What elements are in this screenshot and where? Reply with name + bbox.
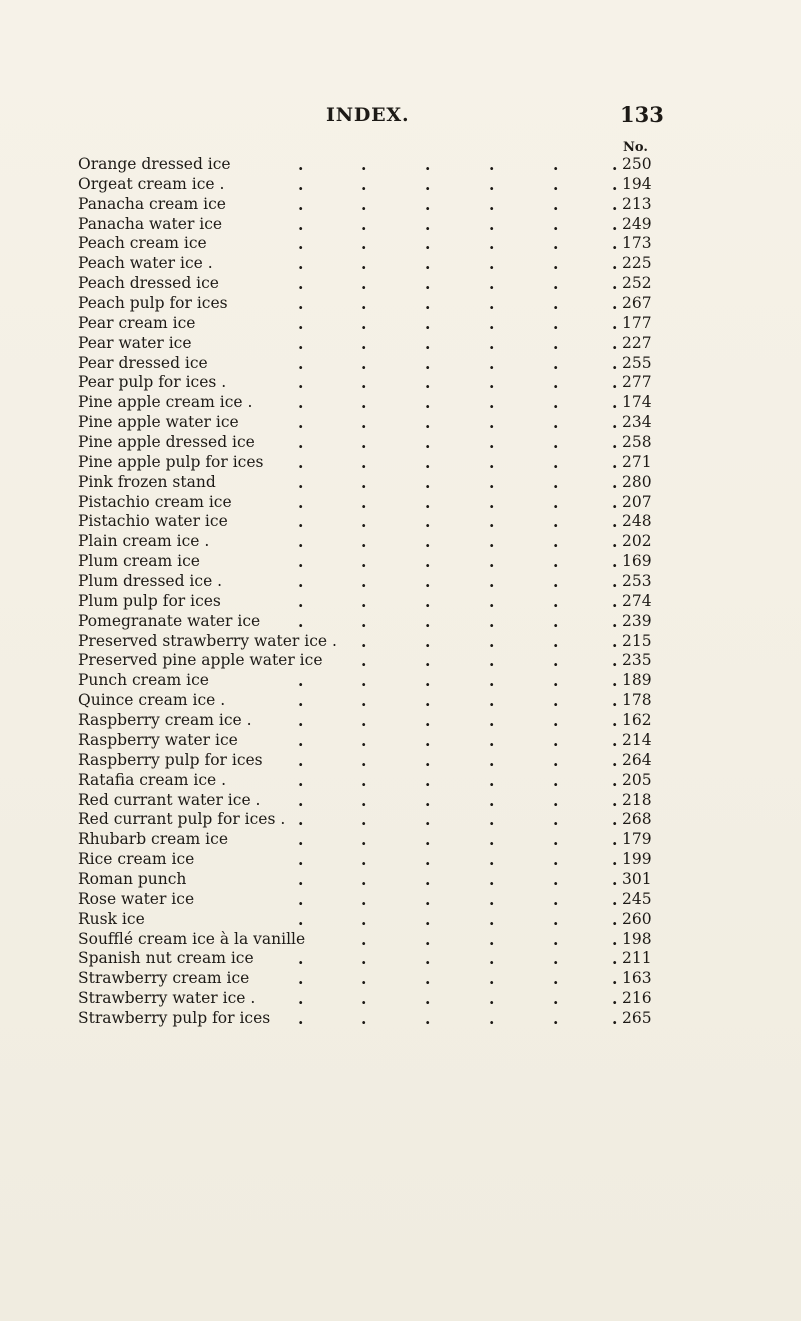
- entry-name: Pear water ice: [78, 333, 192, 352]
- index-entry: [78, 651, 678, 671]
- index-entry: [78, 572, 678, 592]
- index-entry: [78, 314, 678, 334]
- index-entry: [78, 810, 678, 830]
- entry-number: 213: [622, 194, 652, 213]
- entry-name: Preserved pine apple water ice: [78, 651, 323, 670]
- entry-number: 239: [622, 611, 652, 630]
- entry-name: Pine apple dressed ice: [78, 433, 255, 452]
- entry-number: 162: [622, 711, 652, 730]
- entry-name: Rose water ice: [78, 889, 195, 908]
- dot-leader: . . . . . .: [298, 214, 618, 234]
- entry-name: Quince cream ice .: [78, 691, 226, 710]
- entry-number: 248: [622, 512, 652, 531]
- index-entry: [78, 830, 678, 850]
- entry-name: Rusk ice: [78, 909, 145, 928]
- dot-leader: . . . . . .: [298, 413, 618, 433]
- entry-name: Plum dressed ice .: [78, 572, 223, 591]
- index-entry: [78, 771, 678, 791]
- index-entry: [78, 632, 678, 652]
- entry-number: 258: [622, 433, 652, 452]
- entry-name: Panacha water ice: [78, 214, 223, 233]
- entry-number: 235: [622, 651, 652, 670]
- dot-leader: . . . . . .: [298, 472, 618, 492]
- dot-leader: . . . . . .: [298, 373, 618, 393]
- index-entry: [78, 334, 678, 354]
- index-entry: [78, 691, 678, 711]
- dot-leader: . . . . . .: [298, 730, 618, 750]
- entry-name: Plum pulp for ices: [78, 591, 221, 610]
- entry-number: 268: [622, 810, 652, 829]
- entry-name: Pine apple water ice: [78, 413, 239, 432]
- dot-leader: . . . . . .: [298, 591, 618, 611]
- index-entry: [78, 512, 678, 532]
- entry-name: Pistachio cream ice: [78, 492, 232, 511]
- entry-name: Soufflé cream ice à la vanille: [78, 929, 306, 948]
- index-entry: [78, 413, 678, 433]
- running-head: INDEX.: [326, 104, 410, 126]
- entry-name: Pine apple cream ice .: [78, 393, 253, 412]
- entry-number: 227: [622, 333, 652, 352]
- dot-leader: . . . . . .: [298, 492, 618, 512]
- entry-name: Panacha cream ice: [78, 194, 226, 213]
- entry-name: Pink frozen stand: [78, 472, 216, 491]
- dot-leader: . . . . . .: [298, 850, 618, 870]
- entry-name: Peach cream ice: [78, 234, 207, 253]
- number-column-header: No.: [623, 140, 648, 155]
- entry-name: Red currant water ice .: [78, 790, 261, 809]
- dot-leader: . . . . . .: [298, 869, 618, 889]
- entry-name: Strawberry water ice .: [78, 989, 256, 1008]
- index-entry: [78, 870, 678, 890]
- entry-number: 280: [622, 472, 652, 491]
- dot-leader: . . . . . .: [298, 989, 618, 1009]
- index-entry: [78, 215, 678, 235]
- dot-leader: . . . . .: [361, 929, 618, 949]
- index-entry: [78, 949, 678, 969]
- entry-number: 211: [622, 949, 652, 968]
- index-entry: [78, 473, 678, 493]
- entry-name: Punch cream ice: [78, 671, 209, 690]
- entry-number: 249: [622, 214, 652, 233]
- page-number: 133: [620, 102, 664, 127]
- index-entry: [78, 195, 678, 215]
- dot-leader: . . . . . .: [298, 274, 618, 294]
- dot-leader: . . . . . .: [298, 572, 618, 592]
- index-entry: [78, 969, 678, 989]
- index-entry: [78, 751, 678, 771]
- dot-leader: . . . . . .: [298, 711, 618, 731]
- index-entry: [78, 433, 678, 453]
- entry-name: Plain cream ice .: [78, 532, 210, 551]
- dot-leader: . . . . . .: [298, 512, 618, 532]
- index-entry: [78, 1009, 678, 1029]
- dot-leader: . . . . . .: [298, 532, 618, 552]
- entry-number: 215: [622, 631, 652, 650]
- index-entry: [78, 592, 678, 612]
- dot-leader: . . . . .: [361, 651, 618, 671]
- index-entry: [78, 274, 678, 294]
- index-entry: [78, 731, 678, 751]
- dot-leader: . . . . . .: [298, 671, 618, 691]
- entry-number: 245: [622, 889, 652, 908]
- entry-number: 260: [622, 909, 652, 928]
- entry-name: Roman punch: [78, 869, 187, 888]
- dot-leader: . . . . . .: [298, 234, 618, 254]
- entry-number: 301: [622, 869, 652, 888]
- dot-leader: . . . . . .: [298, 433, 618, 453]
- entry-name: Peach dressed ice: [78, 274, 219, 293]
- entry-name: Peach pulp for ices: [78, 294, 228, 313]
- index-entry: [78, 393, 678, 413]
- index-entry: [78, 930, 678, 950]
- index-entry: [78, 552, 678, 572]
- index-entry: [78, 373, 678, 393]
- entry-name: Orgeat cream ice .: [78, 174, 225, 193]
- dot-leader: . . . . . .: [298, 691, 618, 711]
- index-entry: [78, 532, 678, 552]
- index-entry: [78, 890, 678, 910]
- index-entry: [78, 294, 678, 314]
- entry-name: Rice cream ice: [78, 850, 195, 869]
- entry-number: 174: [622, 393, 652, 412]
- index-entry: [78, 910, 678, 930]
- entry-name: Strawberry cream ice: [78, 969, 250, 988]
- entry-number: 169: [622, 552, 652, 571]
- dot-leader: . . . . . .: [298, 194, 618, 214]
- dot-leader: . . . . . .: [298, 889, 618, 909]
- entry-number: 163: [622, 969, 652, 988]
- entry-number: 207: [622, 492, 652, 511]
- index-entry: [78, 453, 678, 473]
- entry-number: 194: [622, 174, 652, 193]
- entry-number: 218: [622, 790, 652, 809]
- entry-number: 205: [622, 770, 652, 789]
- entry-name: Ratafia cream ice .: [78, 770, 227, 789]
- dot-leader: . . . . . .: [298, 949, 618, 969]
- entry-number: 173: [622, 234, 652, 253]
- entry-name: Orange dressed ice: [78, 155, 231, 173]
- dot-leader: . . . . . .: [298, 830, 618, 850]
- entry-number: 265: [622, 1008, 652, 1027]
- dot-leader: . . . . . .: [298, 393, 618, 413]
- index-entry: [78, 493, 678, 513]
- entry-number: 252: [622, 274, 652, 293]
- entry-number: 225: [622, 254, 652, 273]
- index-entry: [78, 254, 678, 274]
- entry-number: 216: [622, 989, 652, 1008]
- index-entry: [78, 671, 678, 691]
- entry-name: Strawberry pulp for ices: [78, 1008, 271, 1027]
- entry-number: 179: [622, 830, 652, 849]
- index-list: [78, 155, 678, 1029]
- entry-name: Pomegranate water ice: [78, 611, 261, 630]
- entry-name: Pear dressed ice: [78, 353, 208, 372]
- entry-name: Pistachio water ice: [78, 512, 228, 531]
- entry-name: Red currant pulp for ices .: [78, 810, 286, 829]
- entry-number: 234: [622, 413, 652, 432]
- entry-number: 264: [622, 750, 652, 769]
- dot-leader: . . . . . .: [298, 770, 618, 790]
- dot-leader: . . . . . .: [298, 790, 618, 810]
- entry-number: 199: [622, 850, 652, 869]
- entry-number: 277: [622, 373, 652, 392]
- entry-number: 214: [622, 730, 652, 749]
- entry-name: Raspberry water ice: [78, 730, 238, 749]
- index-entry: [78, 989, 678, 1009]
- dot-leader: . . . . . .: [298, 1008, 618, 1028]
- dot-leader: . . . . . .: [298, 155, 618, 174]
- entry-name: Raspberry pulp for ices: [78, 750, 263, 769]
- index-entry: [78, 791, 678, 811]
- index-entry: [78, 175, 678, 195]
- entry-name: Peach water ice .: [78, 254, 213, 273]
- dot-leader: . . . . . .: [298, 333, 618, 353]
- dot-leader: . . . . . .: [298, 254, 618, 274]
- entry-name: Pine apple pulp for ices: [78, 452, 264, 471]
- entry-name: Pear pulp for ices .: [78, 373, 227, 392]
- index-entry: [78, 850, 678, 870]
- dot-leader: . . . . . .: [298, 909, 618, 929]
- entry-number: 250: [622, 155, 652, 173]
- entry-name: Rhubarb cream ice: [78, 830, 228, 849]
- entry-number: 178: [622, 691, 652, 710]
- index-entry: [78, 711, 678, 731]
- index-entry: [78, 155, 678, 175]
- entry-number: 177: [622, 313, 652, 332]
- dot-leader: . . . . . .: [298, 294, 618, 314]
- entry-number: 198: [622, 929, 652, 948]
- entry-name: Spanish nut cream ice: [78, 949, 254, 968]
- entry-number: 202: [622, 532, 652, 551]
- entry-number: 267: [622, 294, 652, 313]
- index-entry: [78, 612, 678, 632]
- dot-leader: . . . . . .: [298, 313, 618, 333]
- dot-leader: . . . . . .: [298, 750, 618, 770]
- entry-number: 189: [622, 671, 652, 690]
- dot-leader: . . . . . .: [298, 452, 618, 472]
- index-entry: [78, 354, 678, 374]
- dot-leader: . . . . .: [361, 631, 618, 651]
- entry-number: 255: [622, 353, 652, 372]
- entry-name: Raspberry cream ice .: [78, 711, 252, 730]
- dot-leader: . . . . . .: [298, 174, 618, 194]
- dot-leader: . . . . . .: [298, 810, 618, 830]
- entry-number: 271: [622, 452, 652, 471]
- entry-name: Preserved strawberry water ice .: [78, 631, 337, 650]
- dot-leader: . . . . . .: [298, 353, 618, 373]
- dot-leader: . . . . . .: [298, 552, 618, 572]
- entry-name: Pear cream ice: [78, 313, 196, 332]
- index-entry: [78, 234, 678, 254]
- entry-number: 253: [622, 572, 652, 591]
- dot-leader: . . . . . .: [298, 969, 618, 989]
- entry-name: Plum cream ice: [78, 552, 200, 571]
- entry-number: 274: [622, 591, 652, 610]
- dot-leader: . . . . . .: [298, 611, 618, 631]
- page-header: [0, 104, 801, 134]
